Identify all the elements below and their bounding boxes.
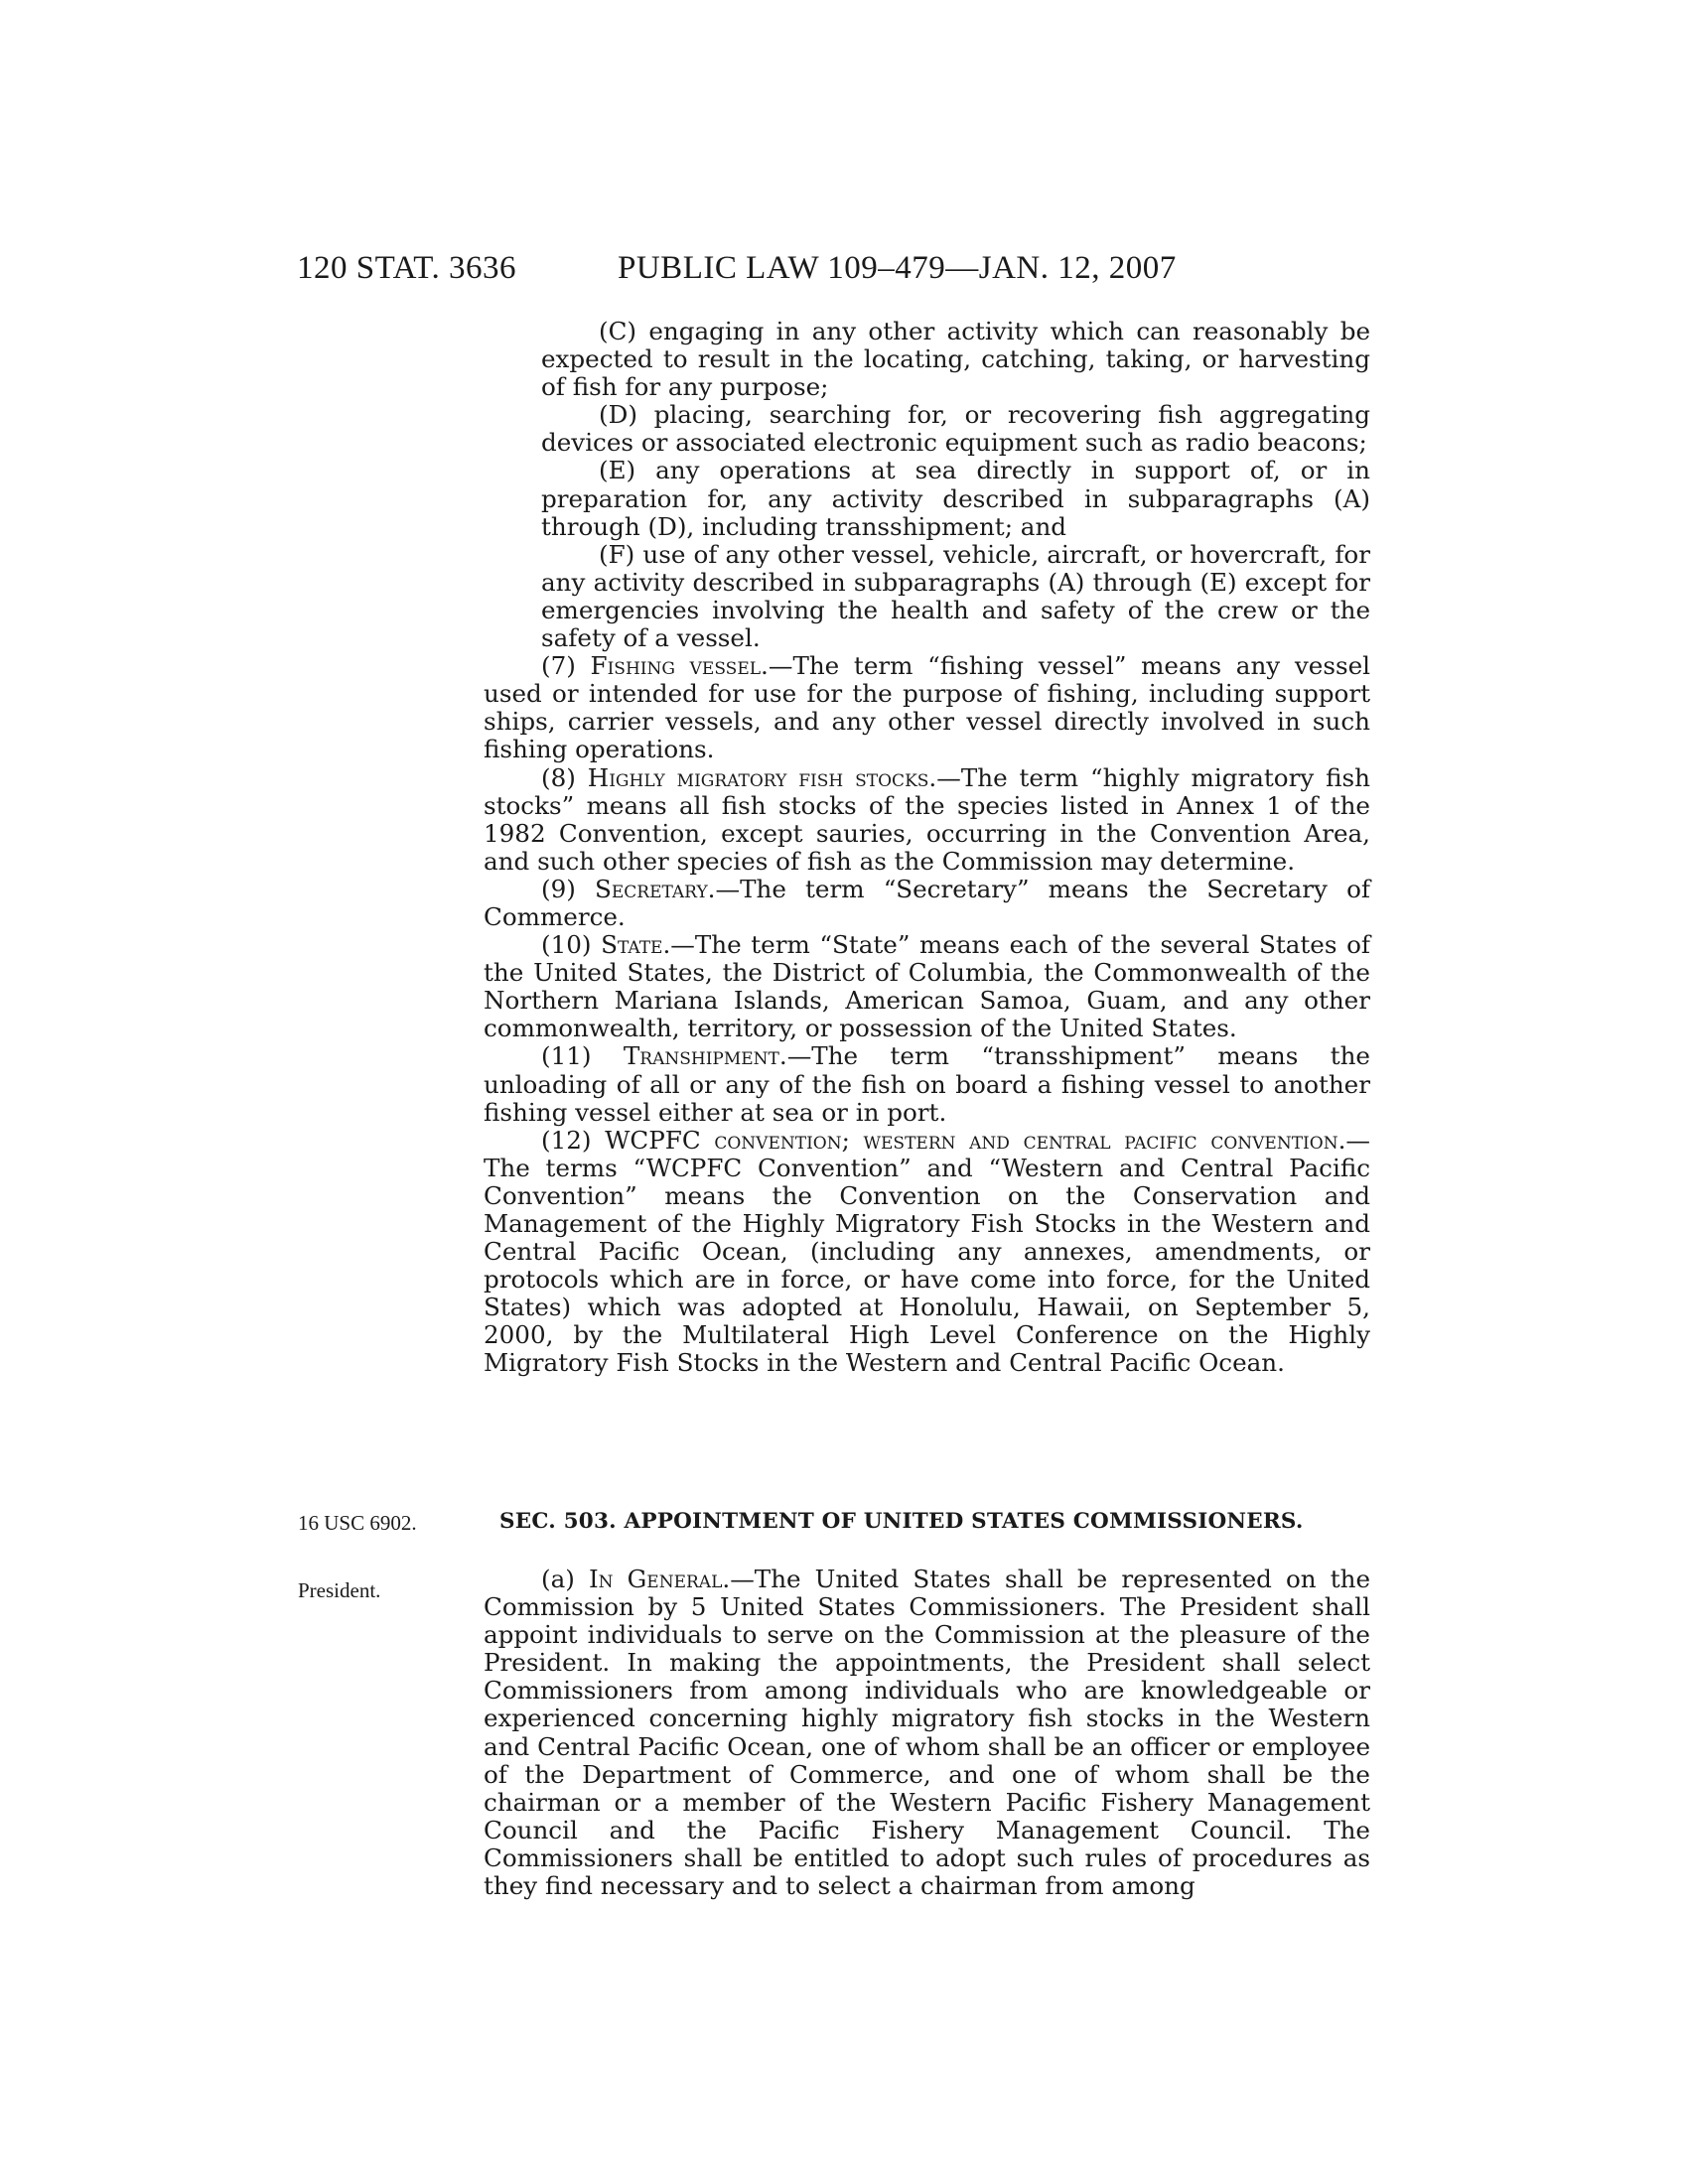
definition-text: .—The term “State” means each of the several States of the United States, the District of Columbia, the Commonwealth of the Northern Mariana Islands, American Samoa, Guam, and any other commonwealth, territory, or possession of the United States. bbox=[484, 930, 1370, 1043]
definition-text: .—The term “transshipment” means the unloading of all or any of the fish on board a fishing vessel to another fishing vessel either at sea or in port. bbox=[484, 1041, 1370, 1127]
margin-note-usc-citation: 16 USC 6902. bbox=[298, 1511, 417, 1535]
definition-number: (9) bbox=[541, 874, 595, 903]
definition-text: .—The term “highly migratory fish stocks” means all fish stocks of the species listed in Annex 1 of the 1982 Convention, except sauries, occurring in the Convention Area, and such other species of fish as the Commission may determine. bbox=[484, 762, 1371, 876]
definition-heading: State bbox=[601, 930, 663, 960]
definition-heading: Highly migratory fish stocks bbox=[587, 762, 929, 792]
subsection-a-in-general bbox=[484, 1566, 1370, 1900]
definition-wcpfc-convention bbox=[484, 1127, 1370, 1378]
definition-number: (8) bbox=[541, 762, 588, 792]
definition-secretary bbox=[484, 876, 1370, 931]
subsection-heading: In General bbox=[588, 1565, 723, 1593]
page-stat-reference: 120 STAT. 3636 bbox=[297, 250, 517, 286]
definition-number: (10) bbox=[541, 930, 602, 960]
definition-number: (12) WCPFC bbox=[541, 1125, 715, 1155]
definition-transhipment bbox=[484, 1042, 1370, 1126]
subsection-text: .—The United States shall be represented on the Commission by 5 United States Commissioners. The President shall appoint individuals to serve on the Commission at the pleasure of the President. In making the appointments, the President shall select Commissioners from among individuals who are knowledgeable or experienced concerning highly migratory fish stocks in the Western and Central Pacific Ocean, one of whom shall be an officer or employee of the Department of Commerce, and one of whom shall be the chairman or a member of the Western Pacific Fishery Management Council and the Pacific Fishery Management Council. The Commissioners shall be entitled to adopt such rules of procedures as they find necessary and to select a chairman from among bbox=[484, 1565, 1371, 1901]
definition-text: .—The terms “WCPFC Convention” and “Western and Central Pacific Convention” means the Convention on the Conservation and Management of the Highly Migratory Fish Stocks in the Western and Central Pacific Ocean, (including any annexes, amendments, or protocols which are in force, or have come into force, for the United States) which was adopted at Honolulu, Hawaii, on September 5, 2000, by the Multilateral High Level Conference on the Highly Migratory Fish Stocks in the Western and Central Pacific Ocean. bbox=[484, 1125, 1370, 1378]
definition-fishing-vessel bbox=[484, 652, 1370, 763]
page-running-title: PUBLIC LAW 109–479—JAN. 12, 2007 bbox=[618, 250, 1177, 286]
definition-highly-migratory-fish-stocks bbox=[484, 764, 1370, 876]
definition-state bbox=[484, 931, 1370, 1042]
subsection-number: (a) bbox=[541, 1565, 589, 1593]
definitions-block bbox=[484, 318, 1370, 1378]
subparagraph-c: (C) engaging in any other activity which can reasonably be expected to result in the locating, catching, taking, or harvesting of fish for any purpose; bbox=[541, 317, 1370, 402]
definition-number: (11) bbox=[541, 1041, 624, 1071]
section-heading: SEC. 503. APPOINTMENT OF UNITED STATES COMMISSIONERS. bbox=[499, 1509, 1304, 1534]
definition-number: (7) bbox=[541, 651, 591, 681]
definition-heading: Transhipment bbox=[623, 1041, 779, 1071]
subparagraph-f: (F) use of any other vessel, vehicle, aircraft, or hovercraft, for any activity described in subparagraphs (A) through (E) except for emergencies involving the health and safety of the crew or the safety of a vessel. bbox=[541, 539, 1370, 653]
definition-heading: Fishing vessel bbox=[590, 651, 762, 681]
margin-note-president: President. bbox=[298, 1578, 381, 1602]
section-503-body bbox=[484, 1566, 1370, 1900]
subparagraph-e: (E) any operations at sea directly in support of, or in preparation for, any activity described in subparagraphs (A) through (D), including transshipment; and bbox=[541, 456, 1370, 541]
subparagraph-d: (D) placing, searching for, or recovering fish aggregating devices or associated electronic equipment such as radio beacons; bbox=[541, 400, 1370, 458]
definition-heading: convention; western and central pacific convention bbox=[714, 1125, 1338, 1155]
definition-text: .—The term “Secretary” means the Secretary of Commerce. bbox=[484, 874, 1370, 931]
definition-text: .—The term “fishing vessel” means any vessel used or intended for use for the purpose of fishing, including support ships, carrier vessels, and any other vessel directly involved in such fishing operations. bbox=[484, 651, 1370, 764]
definition-heading: Secretary bbox=[595, 874, 708, 903]
